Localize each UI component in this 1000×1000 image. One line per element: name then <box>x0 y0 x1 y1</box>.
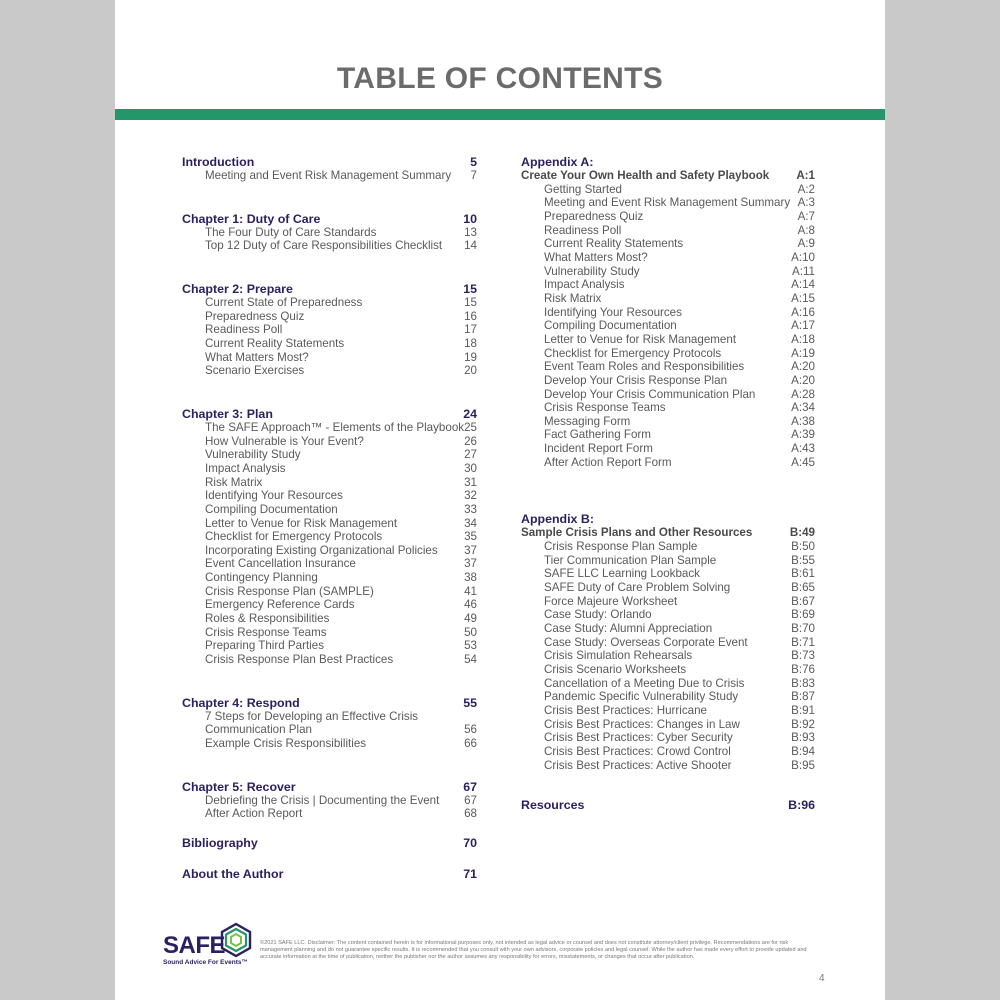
toc-entry-page: A:16 <box>791 305 815 319</box>
toc-entry-page: A:19 <box>791 346 815 360</box>
toc-entry-title: Checklist for Emergency Protocols <box>205 530 383 544</box>
toc-appendix-subtitle-title: Sample Crisis Plans and Other Resources <box>521 526 753 540</box>
toc-chapter-heading-page: 70 <box>463 836 477 850</box>
toc-entry-page: A:17 <box>791 319 815 333</box>
toc-entry[interactable] <box>521 374 815 388</box>
toc-entry-title: How Vulnerable is Your Event? <box>205 434 364 448</box>
toc-entry[interactable] <box>182 653 477 667</box>
document-page <box>115 0 885 1000</box>
toc-entry-title: Vulnerability Study <box>205 448 301 462</box>
toc-entry-page: 56 <box>464 723 477 737</box>
toc-entry[interactable] <box>521 442 815 456</box>
toc-entry[interactable] <box>182 612 477 626</box>
toc-entry-page: A:20 <box>791 373 815 387</box>
toc-entry-page: 41 <box>464 584 477 598</box>
toc-entry[interactable] <box>521 554 815 568</box>
toc-chapter <box>182 696 477 751</box>
toc-entry[interactable] <box>521 567 815 581</box>
hexagon-logo-icon <box>219 922 253 958</box>
toc-entry-page: 14 <box>464 239 477 253</box>
toc-entry-title: Crisis Best Practices: Changes in Law <box>544 717 740 731</box>
toc-entry[interactable] <box>521 333 815 347</box>
toc-entry[interactable] <box>521 622 815 636</box>
toc-entry-title: Develop Your Crisis Communication Plan <box>544 387 756 401</box>
toc-chapter-heading-page: 10 <box>463 211 477 226</box>
toc-entry-page: B:83 <box>791 676 815 690</box>
toc-appendix-subtitle-page: B:49 <box>789 526 815 540</box>
page-number: 4 <box>819 973 825 984</box>
toc-entry-page: 34 <box>464 516 477 530</box>
toc-entry-title: Compiling Documentation <box>205 502 338 516</box>
toc-entry[interactable] <box>521 360 815 374</box>
toc-appendix-subtitle[interactable] <box>521 526 815 540</box>
toc-entry[interactable] <box>521 745 815 759</box>
toc-chapter-heading[interactable] <box>182 407 477 421</box>
toc-entry-page: 15 <box>464 295 477 309</box>
toc-entry[interactable] <box>521 759 815 773</box>
toc-entry-title: Event Cancellation Insurance <box>205 557 356 571</box>
toc-chapter-heading-page: 71 <box>463 867 477 881</box>
spacer <box>182 850 477 867</box>
toc-entry[interactable] <box>182 639 477 653</box>
toc-entry[interactable] <box>182 226 477 240</box>
toc-entry-title: Identifying Your Resources <box>205 489 343 503</box>
page-title: TABLE OF CONTENTS <box>336 62 664 95</box>
toc-entry-page: A:9 <box>797 237 815 251</box>
toc-entry[interactable] <box>182 310 477 324</box>
toc-entry[interactable] <box>182 239 477 253</box>
toc-entry-page: A:15 <box>791 291 815 305</box>
toc-chapter-heading-title: About the Author <box>182 867 284 881</box>
toc-entry-page: A:20 <box>791 360 815 374</box>
toc-entry-page: B:87 <box>791 690 815 704</box>
toc-entry-page: B:55 <box>791 553 815 567</box>
toc-appendix <box>521 512 815 772</box>
toc-entry-title: Impact Analysis <box>205 461 286 475</box>
toc-entry-page: 17 <box>464 323 477 337</box>
toc-entry-title: After Action Report Form <box>544 455 672 469</box>
toc-entry-title: Crisis Response Teams <box>205 625 327 639</box>
toc-entry-title: Current Reality Statements <box>205 336 345 350</box>
toc-entry[interactable] <box>521 388 815 402</box>
spacer <box>182 253 477 282</box>
toc-entry-title: Tier Communication Plan Sample <box>544 553 717 567</box>
toc-entry-title: Crisis Best Practices: Active Shooter <box>544 758 732 772</box>
toc-chapter-heading[interactable] <box>182 780 477 794</box>
toc-entry[interactable] <box>521 278 815 292</box>
toc-entry-page: 20 <box>464 364 477 378</box>
toc-chapter-heading-title: Chapter 2: Prepare <box>182 281 293 296</box>
toc-entry[interactable] <box>521 265 815 279</box>
toc-appendix-subtitle[interactable] <box>521 169 815 183</box>
toc-entry-page: 66 <box>464 737 477 751</box>
toc-entry-page: 32 <box>464 489 477 503</box>
toc-appendix-heading-title: Appendix B: <box>521 512 594 527</box>
toc-entry-page: 35 <box>464 530 477 544</box>
toc-entry-page: B:71 <box>791 635 815 649</box>
toc-entry-page: 68 <box>464 807 477 821</box>
toc-entry-title: Emergency Reference Cards <box>205 598 355 612</box>
toc-entry-title: Getting Started <box>544 182 622 196</box>
spacer <box>182 821 477 836</box>
toc-entry[interactable] <box>182 598 477 612</box>
toc-entry-title: Letter to Venue for Risk Management <box>205 516 398 530</box>
toc-entry-page: 53 <box>464 639 477 653</box>
toc-entry[interactable] <box>182 544 477 558</box>
toc-chapter-heading-title: Chapter 3: Plan <box>182 406 273 421</box>
toc-entry-title: The SAFE Approach™ - Elements of the Playbook <box>205 420 465 434</box>
toc-entry[interactable] <box>182 337 477 351</box>
toc-entry-title: Crisis Best Practices: Hurricane <box>544 703 707 717</box>
toc-entry-page: 25 <box>464 420 477 434</box>
toc-entry[interactable] <box>182 503 477 517</box>
toc-chapter <box>182 155 477 183</box>
disclaimer-text: ©2021 SAFE LLC. Disclaimer: The content contained herein is for informational purposes only, not intended as legal advice or counsel and does not constitute attorney/client privilege. Recommendations are for risk management planning and do not guarantee specific results. It is recommended that you consult with your own advisors, corporate policies and legal counsel. While the author has made every effort to provide updated and accurate information at the time of publication, neither the publisher nor the author assumes any responsibility for errors, misstatements, or changes that occur after publication. <box>260 940 807 961</box>
toc-chapter-heading[interactable] <box>182 696 477 710</box>
toc-chapter-heading-page: 55 <box>463 695 477 710</box>
toc-entry[interactable] <box>182 794 477 808</box>
toc-entry-page: B:65 <box>791 581 815 595</box>
toc-entry[interactable] <box>521 608 815 622</box>
toc-entry[interactable] <box>182 517 477 531</box>
toc-entry-page: B:73 <box>791 649 815 663</box>
toc-entry[interactable] <box>182 351 477 365</box>
toc-entry-page: B:70 <box>791 622 815 636</box>
toc-entry-title: Readiness Poll <box>205 323 283 337</box>
toc-entry-title: Crisis Scenario Worksheets <box>544 663 687 676</box>
toc-entry-page: A:34 <box>791 401 815 415</box>
toc-entry-title: Top 12 Duty of Care Responsibilities Checklist <box>205 239 443 253</box>
toc-entry-title: The Four Duty of Care Standards <box>205 225 377 239</box>
toc-entry-title: Force Majeure Worksheet <box>544 594 678 608</box>
toc-entry-page: A:45 <box>791 455 815 469</box>
toc-entry-title: What Matters Most? <box>544 250 648 264</box>
toc-entry-page: 33 <box>464 502 477 516</box>
toc-entry-page: 50 <box>464 625 477 639</box>
toc-entry-page: 19 <box>464 350 477 364</box>
toc-appendix <box>521 155 815 469</box>
toc-entry-page: A:28 <box>791 387 815 401</box>
toc-entry[interactable] <box>521 690 815 704</box>
toc-entry-page: 67 <box>464 793 477 807</box>
toc-entry-page: B:94 <box>791 744 815 758</box>
toc-entry-title: Crisis Response Plan Best Practices <box>205 653 394 667</box>
toc-entry-title: Crisis Response Teams <box>544 401 666 415</box>
toc-resources-heading-page: B:96 <box>788 798 815 813</box>
toc-entry-title: 7 Steps for Developing an Effective Crisis <box>205 709 419 723</box>
toc-entry[interactable] <box>521 540 815 554</box>
toc-entry[interactable] <box>521 224 815 238</box>
toc-entry-title: Roles & Responsibilities <box>205 612 330 626</box>
toc-appendix-heading[interactable] <box>521 512 815 526</box>
toc-entry[interactable] <box>521 718 815 732</box>
toc-entry-page: 27 <box>464 448 477 462</box>
toc-entry-title: Risk Matrix <box>544 291 602 305</box>
toc-entry-page: B:67 <box>791 594 815 608</box>
toc-appendix-subtitle-page: A:1 <box>796 169 815 182</box>
toc-entry[interactable] <box>182 807 477 821</box>
toc-entry[interactable] <box>182 585 477 599</box>
toc-entry[interactable] <box>521 347 815 361</box>
toc-chapter-heading-title: Introduction <box>182 155 255 169</box>
toc-chapter <box>182 836 477 850</box>
toc-entry[interactable] <box>182 364 477 378</box>
toc-entry[interactable] <box>182 462 477 476</box>
toc-entry-title: What Matters Most? <box>205 350 309 364</box>
toc-chapter-heading-page: 15 <box>463 281 477 296</box>
toc-entry-page: B:91 <box>791 703 815 717</box>
toc-chapter <box>182 780 477 821</box>
toc-entry-title: Preparing Third Parties <box>205 639 324 653</box>
toc-entry-title: Meeting and Event Risk Management Summary <box>544 196 791 210</box>
toc-entry[interactable] <box>521 210 815 224</box>
toc-entry-title: Preparedness Quiz <box>205 309 305 323</box>
toc-entry-title: Risk Matrix <box>205 475 263 489</box>
toc-entry[interactable] <box>182 421 477 435</box>
toc-entry-page: A:18 <box>791 332 815 346</box>
toc-entry-title: Crisis Response Plan (SAMPLE) <box>205 584 374 598</box>
toc-entry-title: Messaging Form <box>544 414 631 428</box>
toc-entry[interactable] <box>182 737 477 751</box>
toc-entry[interactable] <box>521 649 815 663</box>
toc-entry-title: SAFE Duty of Care Problem Solving <box>544 581 731 595</box>
toc-entry[interactable] <box>521 428 815 442</box>
toc-entry-title: Case Study: Overseas Corporate Event <box>544 635 748 649</box>
toc-entry-page: 46 <box>464 598 477 612</box>
toc-chapter <box>182 867 477 881</box>
toc-entry-title: Readiness Poll <box>544 223 622 237</box>
toc-right-column <box>521 155 815 812</box>
toc-entry-title: Fact Gathering Form <box>544 428 651 442</box>
toc-entry[interactable] <box>521 595 815 609</box>
toc-resources-heading[interactable] <box>521 798 815 812</box>
spacer <box>182 183 477 212</box>
toc-entry-title: Debriefing the Crisis | Documenting the Event <box>205 793 440 807</box>
toc-entry-page: 16 <box>464 309 477 323</box>
toc-entry[interactable] <box>521 183 815 197</box>
toc-entry[interactable] <box>521 319 815 333</box>
toc-entry-page: A:39 <box>791 428 815 442</box>
toc-entry[interactable] <box>182 296 477 310</box>
toc-resources-heading-title: Resources <box>521 798 585 813</box>
accent-bar <box>115 109 885 120</box>
toc-chapter <box>182 212 477 253</box>
toc-entry-page: A:38 <box>791 414 815 428</box>
toc-entry-title: Incident Report Form <box>544 442 653 456</box>
toc-left-column <box>182 155 477 881</box>
toc-entry[interactable] <box>182 530 477 544</box>
toc-entry-title: After Action Report <box>205 807 303 821</box>
toc-entry[interactable] <box>182 489 477 503</box>
toc-entry[interactable] <box>182 571 477 585</box>
toc-entry-title: Crisis Best Practices: Cyber Security <box>544 731 733 745</box>
toc-entry-title: Vulnerability Study <box>544 264 640 278</box>
toc-entry-title: SAFE LLC Learning Lookback <box>544 567 700 581</box>
toc-entry[interactable] <box>521 731 815 745</box>
toc-chapter-heading-page: 5 <box>470 155 477 169</box>
toc-entry[interactable] <box>521 677 815 691</box>
toc-entry-page: A:14 <box>791 278 815 292</box>
toc-entry-page: B:61 <box>791 567 815 581</box>
toc-entry-title: Preparedness Quiz <box>544 209 644 223</box>
toc-entry-page: B:95 <box>791 758 815 772</box>
toc-entry-page: B:93 <box>791 731 815 745</box>
toc-entry[interactable] <box>182 557 477 571</box>
toc-entry-title: Crisis Best Practices: Crowd Control <box>544 744 731 758</box>
toc-entry-title: Crisis Simulation Rehearsals <box>544 649 693 663</box>
toc-entry-page: B:76 <box>791 663 815 676</box>
toc-entry-page: 13 <box>464 225 477 239</box>
toc-appendix-subtitle-title: Create Your Own Health and Safety Playbook <box>521 169 770 182</box>
spacer <box>182 378 477 407</box>
toc-chapter-heading[interactable] <box>182 867 477 881</box>
toc-entry-title: Meeting and Event Risk Management Summary <box>205 169 452 182</box>
toc-entry[interactable] <box>182 169 477 183</box>
toc-entry-page: A:11 <box>792 264 815 278</box>
toc-entry-page: B:92 <box>791 717 815 731</box>
logo-wordmark: SAFE <box>163 932 226 959</box>
toc-entry[interactable] <box>521 415 815 429</box>
toc-entry[interactable] <box>182 476 477 490</box>
toc-entry-page: A:10 <box>791 250 815 264</box>
spacer <box>182 667 477 696</box>
toc-chapter-heading[interactable] <box>182 282 477 296</box>
toc-entry-page: 31 <box>464 475 477 489</box>
toc-chapter-heading-title: Bibliography <box>182 836 258 850</box>
toc-entry-title: Letter to Venue for Risk Management <box>544 332 737 346</box>
toc-entry[interactable] <box>182 710 477 724</box>
toc-entry-title: Current State of Preparedness <box>205 295 363 309</box>
toc-entry-page: 30 <box>464 461 477 475</box>
spacer <box>521 772 815 798</box>
toc-chapter <box>182 282 477 378</box>
toc-entry-title: Contingency Planning <box>205 571 318 585</box>
toc-entry[interactable] <box>182 323 477 337</box>
toc-chapter-heading[interactable] <box>182 155 477 169</box>
toc-chapter-heading[interactable] <box>182 836 477 850</box>
logo-tagline: Sound Advice For Events™ <box>163 959 248 966</box>
toc-chapter-heading-page: 24 <box>463 406 477 421</box>
toc-entry-title: Scenario Exercises <box>205 364 305 378</box>
toc-entry-page: A:2 <box>797 182 815 196</box>
toc-entry[interactable] <box>182 723 477 737</box>
toc-entry-page: 37 <box>464 543 477 557</box>
safe-logo <box>163 920 263 970</box>
toc-chapter <box>182 407 477 667</box>
toc-chapter-heading-title: Chapter 4: Respond <box>182 695 300 710</box>
toc-entry-title: Case Study: Orlando <box>544 608 652 622</box>
toc-entry-page: 7 <box>470 169 477 182</box>
toc-entry-page: 18 <box>464 336 477 350</box>
toc-entry-title: Develop Your Crisis Response Plan <box>544 373 728 387</box>
toc-entry-page: 54 <box>464 653 477 667</box>
toc-entry[interactable] <box>521 292 815 306</box>
toc-entry[interactable] <box>182 435 477 449</box>
toc-entry[interactable] <box>521 251 815 265</box>
toc-entry[interactable] <box>182 626 477 640</box>
toc-entry[interactable] <box>521 704 815 718</box>
toc-entry-page: A:43 <box>791 442 815 456</box>
toc-entry-page: 49 <box>464 612 477 626</box>
toc-entry[interactable] <box>521 196 815 210</box>
toc-entry-title: Current Reality Statements <box>544 237 684 251</box>
toc-chapter-heading-title: Chapter 5: Recover <box>182 779 296 794</box>
toc-entry[interactable] <box>521 636 815 650</box>
toc-entry-title: Communication Plan <box>205 723 312 737</box>
toc-entry-title: Pandemic Specific Vulnerability Study <box>544 690 739 704</box>
toc-entry-page: B:69 <box>791 608 815 622</box>
toc-entry-title: Compiling Documentation <box>544 319 677 333</box>
toc-entry-title: Identifying Your Resources <box>544 305 682 319</box>
toc-entry-page: 37 <box>464 557 477 571</box>
toc-entry-title: Example Crisis Responsibilities <box>205 737 367 751</box>
toc-entry[interactable] <box>521 581 815 595</box>
toc-entry[interactable] <box>521 306 815 320</box>
toc-entry[interactable] <box>521 663 815 677</box>
toc-entry-title: Cancellation of a Meeting Due to Crisis <box>544 676 745 690</box>
toc-entry-title: Case Study: Alumni Appreciation <box>544 622 713 636</box>
toc-entry-title: Event Team Roles and Responsibilities <box>544 360 745 374</box>
toc-entry-title: Incorporating Existing Organizational Policies <box>205 543 438 557</box>
toc-entry-page: B:50 <box>791 540 815 554</box>
toc-entry-title: Impact Analysis <box>544 278 625 292</box>
toc-entry-title: Crisis Response Plan Sample <box>544 540 698 554</box>
toc-entry-page: A:7 <box>797 209 815 223</box>
toc-chapter-heading[interactable] <box>182 212 477 226</box>
toc-entry[interactable] <box>521 237 815 251</box>
spacer <box>521 469 815 512</box>
toc-chapter-heading-title: Chapter 1: Duty of Care <box>182 211 321 226</box>
toc-entry-page: A:8 <box>797 223 815 237</box>
toc-entry[interactable] <box>521 401 815 415</box>
spacer <box>182 751 477 780</box>
toc-entry-page: A:3 <box>797 196 815 210</box>
toc-entry[interactable] <box>182 448 477 462</box>
toc-appendix-heading-title: Appendix A: <box>521 155 594 169</box>
toc-entry[interactable] <box>521 456 815 470</box>
toc-entry-page: 38 <box>464 571 477 585</box>
toc-entry-title: Checklist for Emergency Protocols <box>544 346 722 360</box>
toc-chapter-heading-page: 67 <box>463 779 477 794</box>
toc-entry-page: 26 <box>464 434 477 448</box>
toc-appendix-heading[interactable] <box>521 155 815 169</box>
